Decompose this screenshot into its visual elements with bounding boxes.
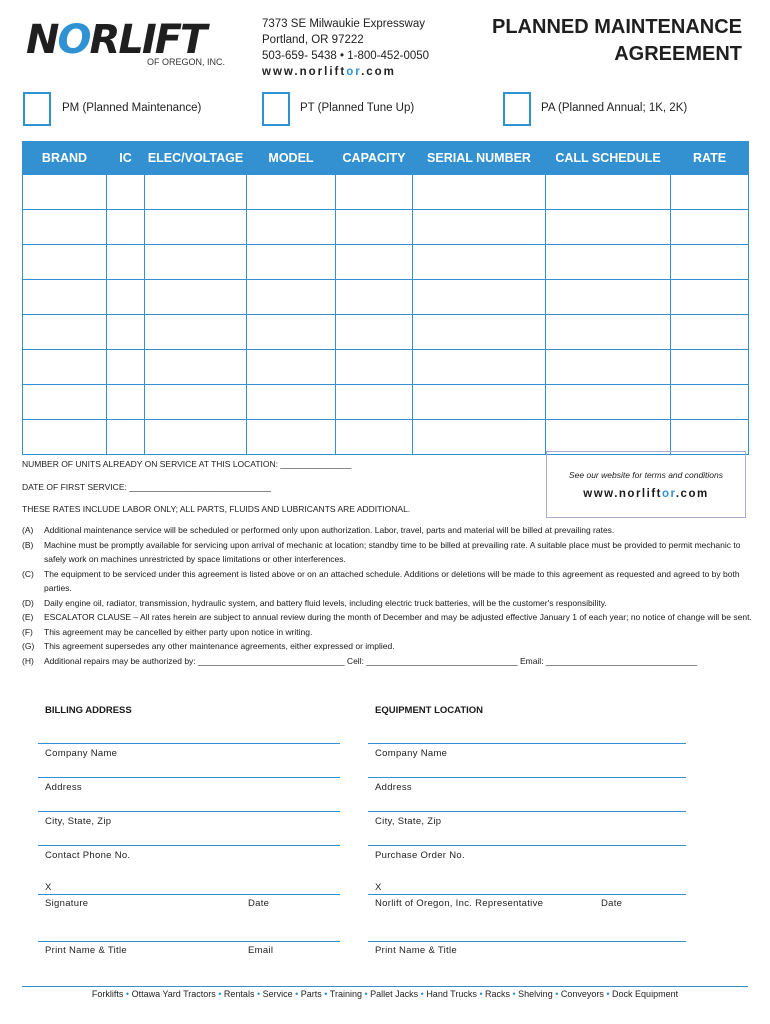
table-cell[interactable] <box>23 350 107 385</box>
table-row <box>23 315 749 350</box>
terms-text: See our website for terms and conditions <box>568 470 724 480</box>
table-cell[interactable] <box>23 175 107 210</box>
table-cell[interactable] <box>107 245 145 280</box>
table-cell[interactable] <box>247 315 336 350</box>
location-city-line[interactable] <box>368 811 686 812</box>
table-cell[interactable] <box>247 280 336 315</box>
billing-heading: BILLING ADDRESS <box>45 705 132 716</box>
table-cell[interactable] <box>247 385 336 420</box>
footer-separator: • <box>476 989 485 999</box>
table-row <box>23 210 749 245</box>
table-cell[interactable] <box>247 210 336 245</box>
footer-item: Dock Equipment <box>612 989 679 999</box>
footer-separator: • <box>321 989 330 999</box>
terms-website-link[interactable]: www.norliftor.com <box>583 488 709 500</box>
table-cell[interactable] <box>413 350 546 385</box>
billing-contact-line[interactable] <box>38 845 340 846</box>
footer-item: Ottawa Yard Tractors <box>131 989 216 999</box>
logo-wordmark: NORLIFT <box>26 17 206 63</box>
clause-g: (G) This agreement supersedes any other maintenance agreements, either expressed or implied. <box>22 641 395 651</box>
billing-address-line[interactable] <box>38 777 340 778</box>
table-cell[interactable] <box>413 420 546 455</box>
location-signature-line[interactable] <box>368 894 686 895</box>
location-rep-label: Norlift of Oregon, Inc. Representative <box>375 898 544 909</box>
table-cell[interactable] <box>247 245 336 280</box>
units-on-service-field[interactable]: NUMBER OF UNITS ALREADY ON SERVICE AT THIS LOCATION: _______________ <box>22 459 352 469</box>
table-cell[interactable] <box>107 350 145 385</box>
footer-item: Forklifts <box>91 989 124 999</box>
table-cell[interactable] <box>413 385 546 420</box>
table-cell[interactable] <box>145 175 247 210</box>
location-address-label: Address <box>375 782 412 793</box>
table-cell[interactable] <box>145 420 247 455</box>
footer-item: Racks <box>485 989 511 999</box>
billing-signature-label: Signature <box>45 898 89 909</box>
table-cell[interactable] <box>546 175 671 210</box>
col-call-schedule: CALL SCHEDULE <box>546 142 671 175</box>
label-pa: PA (Planned Annual; 1K, 2K) <box>541 102 688 114</box>
table-cell[interactable] <box>546 350 671 385</box>
table-cell[interactable] <box>671 385 749 420</box>
location-date-label: Date <box>601 898 623 909</box>
location-print-name-label: Print Name & Title <box>375 945 457 956</box>
col-serial-number: SERIAL NUMBER <box>413 142 546 175</box>
footer-divider <box>22 986 748 987</box>
footer-services <box>22 989 748 999</box>
clause-c: (C) The equipment to be serviced under this agreement is listed above or on an attached schedule. Additions or deletions will be made to this agreement as requested and agreed to by both parties. <box>22 568 740 593</box>
location-company-label: Company Name <box>375 748 448 759</box>
table-cell[interactable] <box>546 315 671 350</box>
title-line-1: PLANNED MAINTENANCE <box>492 16 742 38</box>
table-cell[interactable] <box>671 175 749 210</box>
footer-separator: • <box>418 989 427 999</box>
col-elec-voltage: ELEC/VOLTAGE <box>145 142 247 175</box>
footer-item: Service <box>262 989 293 999</box>
billing-contact-label: Contact Phone No. <box>45 850 131 861</box>
table-cell[interactable] <box>671 315 749 350</box>
location-po-line[interactable] <box>368 845 686 846</box>
clause-a: (A) Additional maintenance service will be scheduled or performed only upon authorization. Labor, travel, parts and material will be billed at prevailing rates. <box>22 525 615 535</box>
table-cell[interactable] <box>546 245 671 280</box>
col-rate: RATE <box>671 142 749 175</box>
table-cell[interactable] <box>413 210 546 245</box>
table-cell[interactable] <box>671 245 749 280</box>
table-cell[interactable] <box>671 210 749 245</box>
billing-address-label: Address <box>45 782 82 793</box>
table-cell[interactable] <box>336 350 413 385</box>
table-cell[interactable] <box>145 210 247 245</box>
footer-separator: • <box>510 989 519 999</box>
billing-print-name-line[interactable] <box>38 941 340 942</box>
table-row <box>23 280 749 315</box>
equipment-table <box>22 141 749 455</box>
title-line-2: AGREEMENT <box>614 43 742 65</box>
location-company-line[interactable] <box>368 743 686 744</box>
location-city-label: City, State, Zip <box>375 816 442 827</box>
table-cell[interactable] <box>145 315 247 350</box>
table-cell[interactable] <box>247 175 336 210</box>
clause-b: (B) Machine must be promptly available for servicing upon arrival of mechanic at location; standby time to be billed at prevailing rate. A suitable place must be provided to permit mechanic to safely work on machines unrestricted by space limitations or other interferences. <box>22 539 741 564</box>
table-cell[interactable] <box>23 315 107 350</box>
table-cell[interactable] <box>413 245 546 280</box>
table-cell[interactable] <box>23 245 107 280</box>
address-line-2: Portland, OR 97222 <box>262 34 364 46</box>
billing-city-label: City, State, Zip <box>45 816 112 827</box>
company-address <box>262 16 429 80</box>
table-cell[interactable] <box>145 245 247 280</box>
footer-item: Shelving <box>518 989 553 999</box>
table-cell[interactable] <box>107 315 145 350</box>
table-cell[interactable] <box>336 175 413 210</box>
address-line-1: 7373 SE Milwaukie Expressway <box>262 18 425 30</box>
footer-item: Rentals <box>223 989 255 999</box>
billing-signature-line[interactable] <box>38 894 340 895</box>
footer-separator: • <box>215 989 224 999</box>
footer-separator: • <box>292 989 301 999</box>
label-pt: PT (Planned Tune Up) <box>300 102 415 114</box>
billing-signature-x: X <box>45 882 52 893</box>
clause-f: (F) This agreement may be cancelled by either party upon notice in writing. <box>22 626 313 637</box>
table-cell[interactable] <box>145 385 247 420</box>
location-signature-x: X <box>375 882 382 893</box>
billing-company-label: Company Name <box>45 748 118 759</box>
table-cell[interactable] <box>145 280 247 315</box>
table-row <box>23 350 749 385</box>
clause-e: (E) ESCALATOR CLAUSE – All rates herein are subject to annual review during the month of December and may be adjusted effective January 1 of each year; no notice of change will be sent. <box>22 612 752 622</box>
table-row <box>23 245 749 280</box>
location-print-name-line[interactable] <box>368 941 686 942</box>
clause-h: (H) Additional repairs may be authorized by: _______________________________ Cell: ________________________________ Email: ________________________________ <box>22 655 698 666</box>
table-cell[interactable] <box>336 210 413 245</box>
logo-subtitle: OF OREGON, INC. <box>146 57 225 67</box>
footer-separator: • <box>361 989 371 999</box>
table-cell[interactable] <box>107 175 145 210</box>
table-cell[interactable] <box>413 175 546 210</box>
footer-separator: • <box>603 989 613 999</box>
equipment-location-heading: EQUIPMENT LOCATION <box>375 705 484 716</box>
table-cell[interactable] <box>23 280 107 315</box>
rates-note: THESE RATES INCLUDE LABOR ONLY; ALL PARTS, FLUIDS AND LUBRICANTS ARE ADDITIONAL. <box>22 504 411 514</box>
clause-d: (D) Daily engine oil, radiator, transmission, hydraulic system, and battery fluid levels, including electric truck batteries, will be the customer's responsibility. <box>22 597 607 608</box>
phone-line: 503-659- 5438 • 1-800-452-0050 <box>262 50 430 62</box>
document-title <box>492 14 742 68</box>
location-po-label: Purchase Order No. <box>375 850 465 861</box>
footer-item: Training <box>329 989 362 999</box>
table-cell[interactable] <box>413 280 546 315</box>
table-cell[interactable] <box>247 350 336 385</box>
table-row <box>23 175 749 210</box>
table-cell[interactable] <box>107 210 145 245</box>
footer-separator: • <box>254 989 263 999</box>
terms-box <box>546 451 746 518</box>
table-cell[interactable] <box>145 350 247 385</box>
table-cell[interactable] <box>336 315 413 350</box>
table-cell[interactable] <box>107 280 145 315</box>
location-address-line[interactable] <box>368 777 686 778</box>
table-row <box>23 420 749 455</box>
checkbox-pm[interactable] <box>23 92 51 126</box>
table-cell[interactable] <box>107 385 145 420</box>
footer-item: Conveyors <box>560 989 604 999</box>
terms-clauses <box>22 523 752 668</box>
table-cell[interactable] <box>23 210 107 245</box>
col-brand: BRAND <box>23 142 107 175</box>
label-pm: PM (Planned Maintenance) <box>62 102 202 114</box>
table-cell[interactable] <box>671 420 749 455</box>
footer-separator: • <box>123 989 132 999</box>
footer-separator: • <box>552 989 561 999</box>
billing-print-name-label: Print Name & Title <box>45 945 127 956</box>
checkbox-pt[interactable] <box>262 92 290 126</box>
table-cell[interactable] <box>413 315 546 350</box>
footer-item: Hand Trucks <box>426 989 477 999</box>
col-capacity: CAPACITY <box>336 142 413 175</box>
table-cell[interactable] <box>546 210 671 245</box>
footer-item: Parts <box>300 989 322 999</box>
checkbox-pa[interactable] <box>503 92 531 126</box>
col-model: MODEL <box>247 142 336 175</box>
table-cell[interactable] <box>336 385 413 420</box>
table-cell[interactable] <box>107 420 145 455</box>
table-cell[interactable] <box>546 420 671 455</box>
billing-date-label: Date <box>248 898 270 909</box>
date-first-service-field[interactable]: DATE OF FIRST SERVICE: ______________________________ <box>22 482 272 492</box>
table-cell[interactable] <box>336 280 413 315</box>
table-cell[interactable] <box>671 350 749 385</box>
billing-city-line[interactable] <box>38 811 340 812</box>
table-cell[interactable] <box>336 245 413 280</box>
table-cell[interactable] <box>247 420 336 455</box>
table-cell[interactable] <box>336 420 413 455</box>
table-cell[interactable] <box>546 385 671 420</box>
table-header-row <box>23 142 749 175</box>
table-cell[interactable] <box>23 420 107 455</box>
table-cell[interactable] <box>671 280 749 315</box>
company-logo <box>26 17 231 72</box>
billing-email-label: Email <box>248 945 274 956</box>
table-cell[interactable] <box>23 385 107 420</box>
footer-item: Pallet Jacks <box>370 989 419 999</box>
col-ic: IC <box>107 142 145 175</box>
table-row <box>23 385 749 420</box>
website-link[interactable]: www.norliftor.com <box>262 66 396 78</box>
billing-company-line[interactable] <box>38 743 340 744</box>
table-cell[interactable] <box>546 280 671 315</box>
